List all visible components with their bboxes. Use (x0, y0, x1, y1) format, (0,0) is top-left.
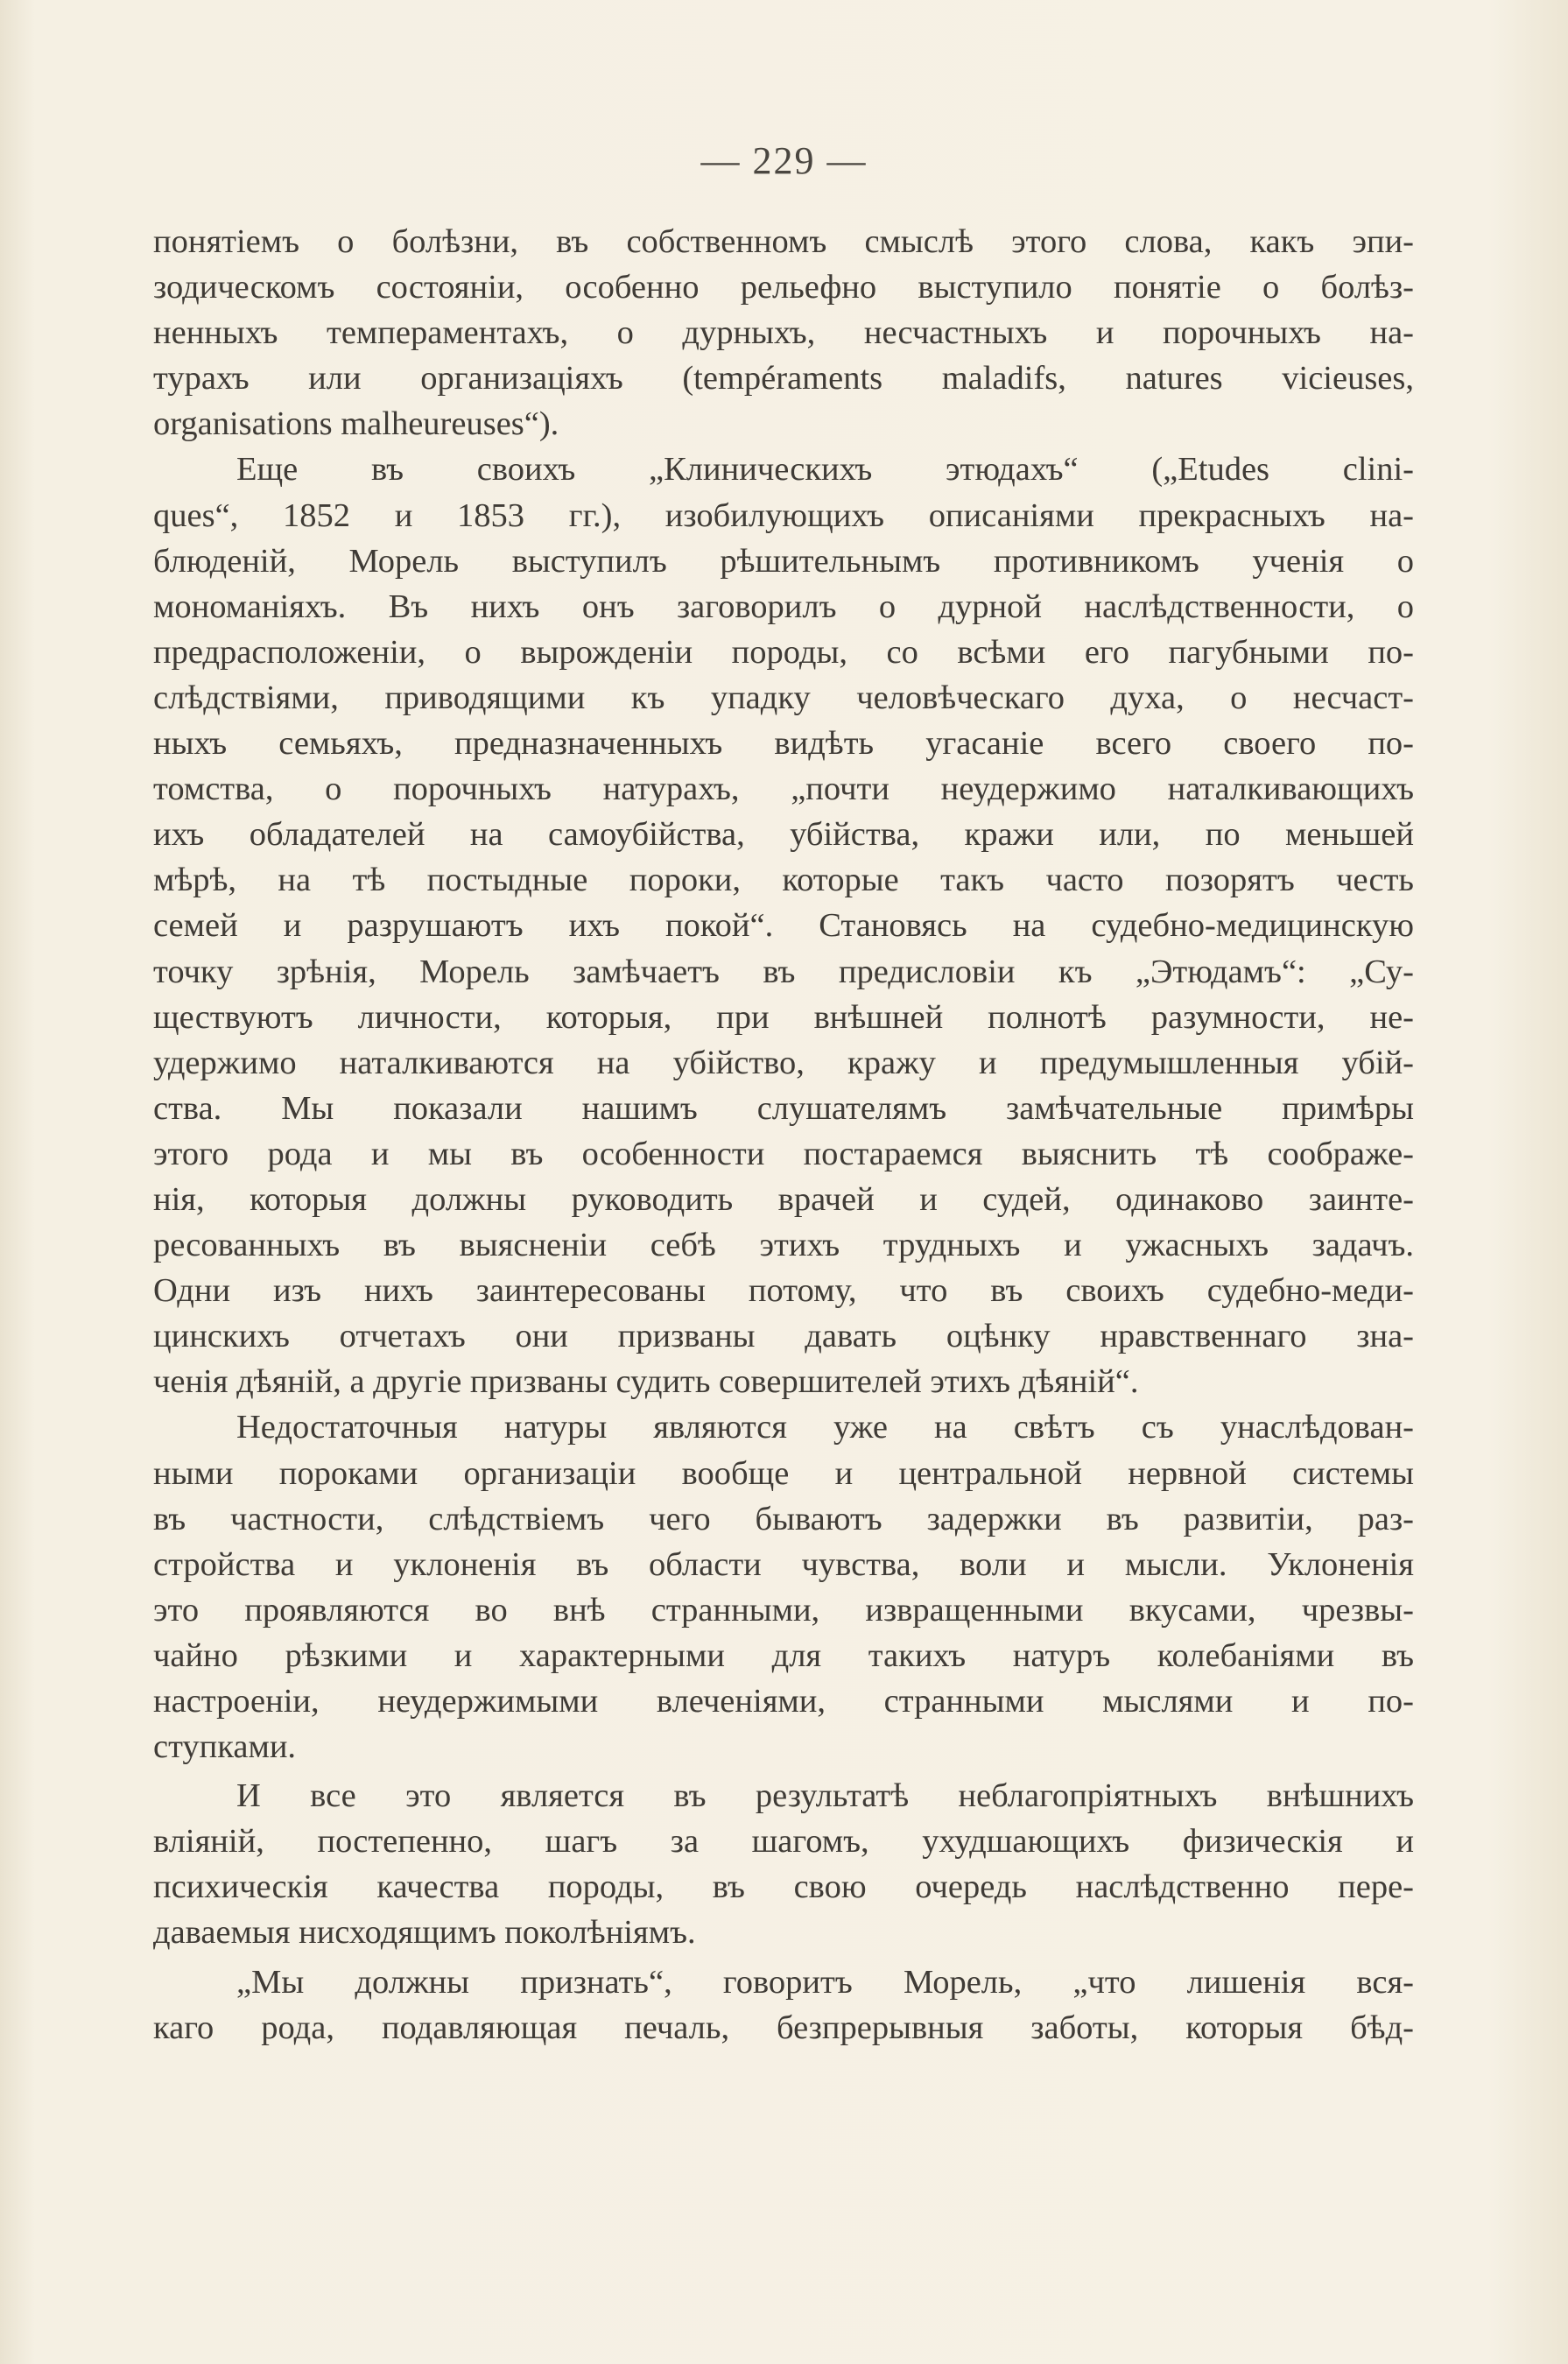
text-line: ществуютъ личности, которыя, при внѣшней полнотѣ разумности, не- (153, 998, 1414, 1036)
text-line: ными пороками организаціи вообще и центральной нервной системы (153, 1454, 1414, 1492)
text-line: вліяній, постепенно, шагъ за шагомъ, ухудшающихъ физическія и (153, 1823, 1414, 1861)
text-line: удержимо наталкиваются на убійство, кражу и предумышленныя убій- (153, 1044, 1414, 1081)
text-line: предрасположеніи, о вырожденіи породы, со всѣми его пагубными по- (153, 633, 1414, 671)
text-line: ихъ обладателей на самоубійства, убійства, кражи или, по меньшей (153, 816, 1414, 854)
text-line: цинскихъ отчетахъ они призваны давать оцѣнку нравственнаго зна- (153, 1318, 1414, 1355)
text-line: въ частности, слѣдствіемъ чего бываютъ задержки въ развитіи, раз- (153, 1500, 1414, 1537)
text-line: И все это является въ результатѣ неблагопріятныхъ внѣшнихъ (236, 1777, 1414, 1815)
text-line: настроеніи, неудержимыми влеченіями, странными мыслями и по- (153, 1683, 1414, 1720)
text-line: зодическомъ состояніи, особенно рельефно выступило понятіе о болѣз- (153, 269, 1414, 306)
text-line: турахъ или организаціяхъ (tempéraments maladifs, natures vicieuses, (153, 360, 1414, 398)
text-line: ненныхъ темпераментахъ, о дурныхъ, несчастныхъ и порочныхъ на- (153, 314, 1414, 352)
text-line: ques“, 1852 и 1853 гг.), изобилующихъ описаніями прекрасныхъ на- (153, 496, 1414, 534)
text-line: ченія дѣяній, а другіе призваны судить совершителей этихъ дѣяній“. (153, 1363, 1139, 1401)
text-line: Одни изъ нихъ заинтересованы потому, что въ своихъ судебно-меди- (153, 1272, 1414, 1310)
text-line: ступками. (153, 1728, 297, 1766)
text-line: каго рода, подавляющая печаль, безпрерывныя заботы, которыя бѣд- (153, 2009, 1414, 2046)
text-line: томства, о порочныхъ натурахъ, „почти неудержимо наталкивающихъ (153, 770, 1414, 808)
text-line: Еще въ своихъ „Клиническихъ этюдахъ“ („Etudes clini- (236, 451, 1414, 489)
text-line: ресованныхъ въ выясненіи себѣ этихъ трудныхъ и ужасныхъ задачъ. (153, 1227, 1414, 1264)
text-line: мѣрѣ, на тѣ постыдные пороки, которые такъ часто позорятъ честь (153, 862, 1414, 899)
text-line: семей и разрушаютъ ихъ покой“. Становясь на судебно-медицинскую (153, 907, 1414, 945)
text-line: психическія качества породы, въ свою очередь наслѣдственно пере- (153, 1868, 1414, 1906)
text-line: слѣдствіями, приводящими къ упадку человѣческаго духа, о несчаст- (153, 679, 1414, 716)
text-line: даваемыя нисходящимъ поколѣніямъ. (153, 1914, 696, 1952)
text-line: понятіемъ о болѣзни, въ собственномъ смыслѣ этого слова, какъ эпи- (153, 223, 1414, 260)
text-line: стройства и уклоненія въ области чувства, воли и мысли. Уклоненія (153, 1545, 1414, 1583)
text-line: мономаніяхъ. Въ нихъ онъ заговорилъ о дурной наслѣдственности, о (153, 587, 1414, 625)
text-line: точку зрѣнія, Морель замѣчаетъ въ предисловіи къ „Этюдамъ“: „Су- (153, 953, 1414, 990)
text-line: нія, которыя должны руководить врачей и судей, одинаково заинте- (153, 1180, 1414, 1218)
text-line: organisations malheureuses“). (153, 405, 559, 443)
text-line: Недостаточныя натуры являются уже на свѣтъ съ унаслѣдован- (236, 1409, 1414, 1446)
text-line: чайно рѣзкими и характерными для такихъ натуръ колебаніями въ (153, 1636, 1414, 1674)
body-text (153, 219, 1414, 2051)
text-line: этого рода и мы въ особенности постараемся выяснить тѣ соображе- (153, 1135, 1414, 1172)
text-line: ныхъ семьяхъ, предназначенныхъ видѣть угасаніе всего своего по- (153, 725, 1414, 763)
text-line: ства. Мы показали нашимъ слушателямъ замѣчательные примѣры (153, 1089, 1414, 1127)
text-line: это проявляются во внѣ странными, извращенными вкусами, чрезвы- (153, 1591, 1414, 1629)
text-line: „Мы должны признать“, говоритъ Морель, „что лишенія вся- (236, 1963, 1414, 2001)
page-number: — 229 — (700, 139, 868, 182)
text-line: блюденій, Морель выступилъ рѣшительнымъ противникомъ ученія о (153, 542, 1414, 580)
